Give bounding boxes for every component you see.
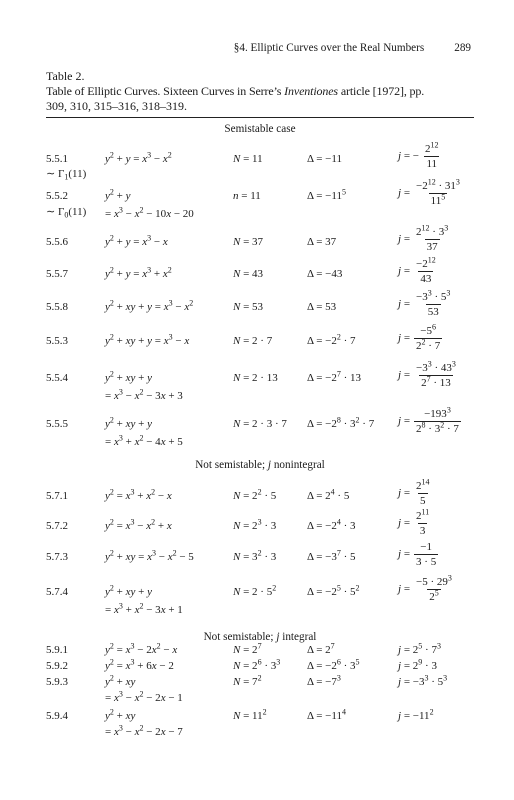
discriminant: $\Delta = -11^4$ [307, 707, 346, 722]
curve-equation: $y^2 = x^3 - 2x^2 - x$ [105, 641, 178, 656]
curve-equation: $y^2$ + xy + y [105, 415, 152, 430]
conductor: $N = 11^2$ [233, 707, 267, 722]
conductor: $N = 2^6 \cdot 3^3$ [233, 657, 281, 672]
curve-equation-continuation: = $x^3 + x^2 - 3x + 1$ [105, 601, 183, 616]
curve-equation: $y^2 + y = x^3 - x$ [105, 233, 168, 248]
curve-equation: $y^2 + y = x^3 - x^2$ [105, 150, 172, 165]
curve-equation: $y^2$ + xy [105, 673, 136, 688]
curve-equation: $y^2$ + xy [105, 707, 136, 722]
isogeny-label-gamma1: ∼ $\Gamma_1(11)$ [46, 168, 87, 182]
j-invariant: $j = 2^5 \cdot 7^3$ [398, 641, 441, 656]
caption-label: Table 2. [46, 69, 85, 83]
curve-number: 5.5.1 [46, 153, 68, 165]
discriminant: Δ = 37 [307, 236, 337, 248]
j-invariant: j = $\frac{-5^6}{2^2 \cdot 7}$ [398, 322, 441, 352]
curve-number: 5.9.1 [46, 644, 68, 656]
j-invariant: j = $\frac{-3^3 \cdot 43^3}{2^7 \cdot 13}$ [398, 359, 456, 389]
curve-equation: $y^2 + y = x^3 + x^2$ [105, 265, 172, 280]
curve-equation-continuation: = $x^3 - x^2 - 2x - 1$ [105, 689, 183, 704]
j-invariant: $j = 2^9 \cdot 3$ [398, 657, 437, 672]
discriminant: $\Delta = -2^6 \cdot 3^5$ [307, 657, 360, 672]
curve-number: 5.7.1 [46, 490, 68, 502]
discriminant: $\Delta = -2^8 \cdot 3^2 \cdot 7$ [307, 415, 375, 430]
curve-number: 5.5.5 [46, 418, 68, 430]
discriminant: $\Delta = -2^2 \cdot 7$ [307, 332, 356, 347]
caption-journal: Inventiones [284, 84, 338, 98]
j-invariant: j = $\frac{2^{12} \cdot 3^3}{37}$ [398, 223, 449, 253]
curve-number: 5.9.3 [46, 676, 68, 688]
j-invariant: j = $\frac{-2^{12} \cdot 31^3}{11^5}$ [398, 177, 460, 207]
section-semistable: Semistable case [224, 123, 296, 135]
discriminant: $\Delta = -2^7 \cdot 13$ [307, 369, 362, 384]
discriminant: $\Delta = -2^5 \cdot 5^2$ [307, 583, 360, 598]
caption-text-a: Table of Elliptic Curves. Sixteen Curves in Serre’s [46, 84, 285, 98]
section-not-semistable-nonintegral: Not semistable; j nonintegral [195, 459, 325, 471]
top-rule [46, 117, 474, 118]
curve-equation-continuation: = $x^3 - x^2 - 2x - 7$ [105, 723, 183, 738]
conductor: $N = 7^2$ [233, 673, 262, 688]
curve-equation: $y^2 = x^3 + x^2 - x$ [105, 487, 172, 502]
curve-equation-continuation: = $x^3 - x^2 - 10x - 20$ [105, 205, 194, 220]
conductor: N = 11 [233, 153, 263, 165]
discriminant: $\Delta = 2^7$ [307, 641, 335, 656]
j-invariant: j = $\frac{2^{11}}{3}$ [398, 507, 430, 537]
j-invariant: j = $\frac{-5 \cdot 29^3}{2^5}$ [398, 573, 452, 603]
conductor: n = 11 [233, 190, 261, 202]
conductor: N = 2 · 7 [233, 335, 273, 347]
conductor: N = 2 · 13 [233, 372, 278, 384]
j-invariant: j = $\frac{-2^{12}}{43}$ [398, 255, 436, 285]
discriminant: Δ = −43 [307, 268, 343, 280]
j-invariant: j = $\frac{-3^3 \cdot 5^3}{53}$ [398, 288, 451, 318]
conductor: $N = 2^2 \cdot 5$ [233, 487, 277, 502]
j-invariant: j = − $\frac{2^{12}}{11}$ [398, 140, 439, 170]
page-number: 289 [454, 42, 471, 54]
curve-number: 5.5.7 [46, 268, 68, 280]
section-header: §4. Elliptic Curves over the Real Numbers [233, 42, 425, 54]
curve-number: 5.5.2 [46, 190, 68, 202]
j-invariant: j = $\frac{2^{14}}{5}$ [398, 477, 430, 507]
curve-number: 5.5.4 [46, 372, 68, 384]
conductor: $N = 2^7$ [233, 641, 262, 656]
conductor: N = 37 [233, 236, 264, 248]
curve-equation: $y^2$ + xy = $x^3 - x^2 - 5$ [105, 548, 194, 563]
curve-equation: $y^2$ + xy + $y = x^3 - x$ [105, 332, 190, 347]
j-invariant: $j = -3^3 \cdot 5^3$ [398, 673, 448, 688]
conductor: $N = 2^3 \cdot 3$ [233, 517, 277, 532]
curve-number: 5.9.2 [46, 660, 68, 672]
conductor: N = 2 · 3 · 7 [233, 418, 287, 430]
caption-text-b: article [1972], pp. [337, 84, 425, 98]
discriminant: $\Delta = 2^4 \cdot 5$ [307, 487, 350, 502]
conductor: $N = 3^2 \cdot 3$ [233, 548, 277, 563]
isogeny-label-gamma0: ∼ $\Gamma_0(11)$ [46, 206, 87, 220]
caption-line-2: 309, 310, 315–316, 318–319. [46, 99, 187, 113]
discriminant: Δ = −11 [307, 153, 342, 165]
caption-line-1 [46, 84, 476, 99]
conductor: N = 43 [233, 268, 264, 280]
curve-number: 5.5.8 [46, 301, 68, 313]
curve-number: 5.5.3 [46, 335, 68, 347]
curve-equation: $y^2$ + xy + y [105, 583, 152, 598]
curve-equation: $y^2 + y$ [105, 187, 131, 202]
curve-equation: $y^2 = x^3 + 6x - 2$ [105, 657, 174, 672]
discriminant: $\Delta = -2^4 \cdot 3$ [307, 517, 356, 532]
curve-number: 5.7.4 [46, 586, 68, 598]
curve-number: 5.5.6 [46, 236, 68, 248]
curve-number: 5.7.3 [46, 551, 68, 563]
discriminant: $\Delta = -3^7 \cdot 5$ [307, 548, 356, 563]
table-caption [46, 69, 476, 114]
section-not-semistable-integral: Not semistable; j integral [203, 631, 317, 643]
conductor: $N = 2 \cdot 5^2$ [233, 583, 277, 598]
curve-equation: $y^2 = x^3 - x^2 + x$ [105, 517, 172, 532]
discriminant: $\Delta = -11^5$ [307, 187, 346, 202]
discriminant: Δ = 53 [307, 301, 337, 313]
curve-number: 5.9.4 [46, 710, 68, 722]
curve-equation: $y^2$ + xy + y [105, 369, 152, 384]
curve-number: 5.7.2 [46, 520, 68, 532]
discriminant: $\Delta = -7^3$ [307, 673, 341, 688]
curve-equation-continuation: = $x^3 + x^2 - 4x + 5$ [105, 433, 183, 448]
j-invariant: j = $\frac{-1}{3 \cdot 5}$ [398, 541, 437, 568]
conductor: N = 53 [233, 301, 264, 313]
j-invariant: $j = -11^2$ [398, 707, 434, 722]
running-head [0, 42, 471, 54]
j-invariant: j = $\frac{-193^3}{2^8 \cdot 3^2 \cdot 7}$ [398, 405, 459, 435]
curve-equation: $y^2$ + xy + $y = x^3 - x^2$ [105, 298, 194, 313]
curve-equation-continuation: = $x^3 - x^2 - 3x + 3$ [105, 387, 183, 402]
